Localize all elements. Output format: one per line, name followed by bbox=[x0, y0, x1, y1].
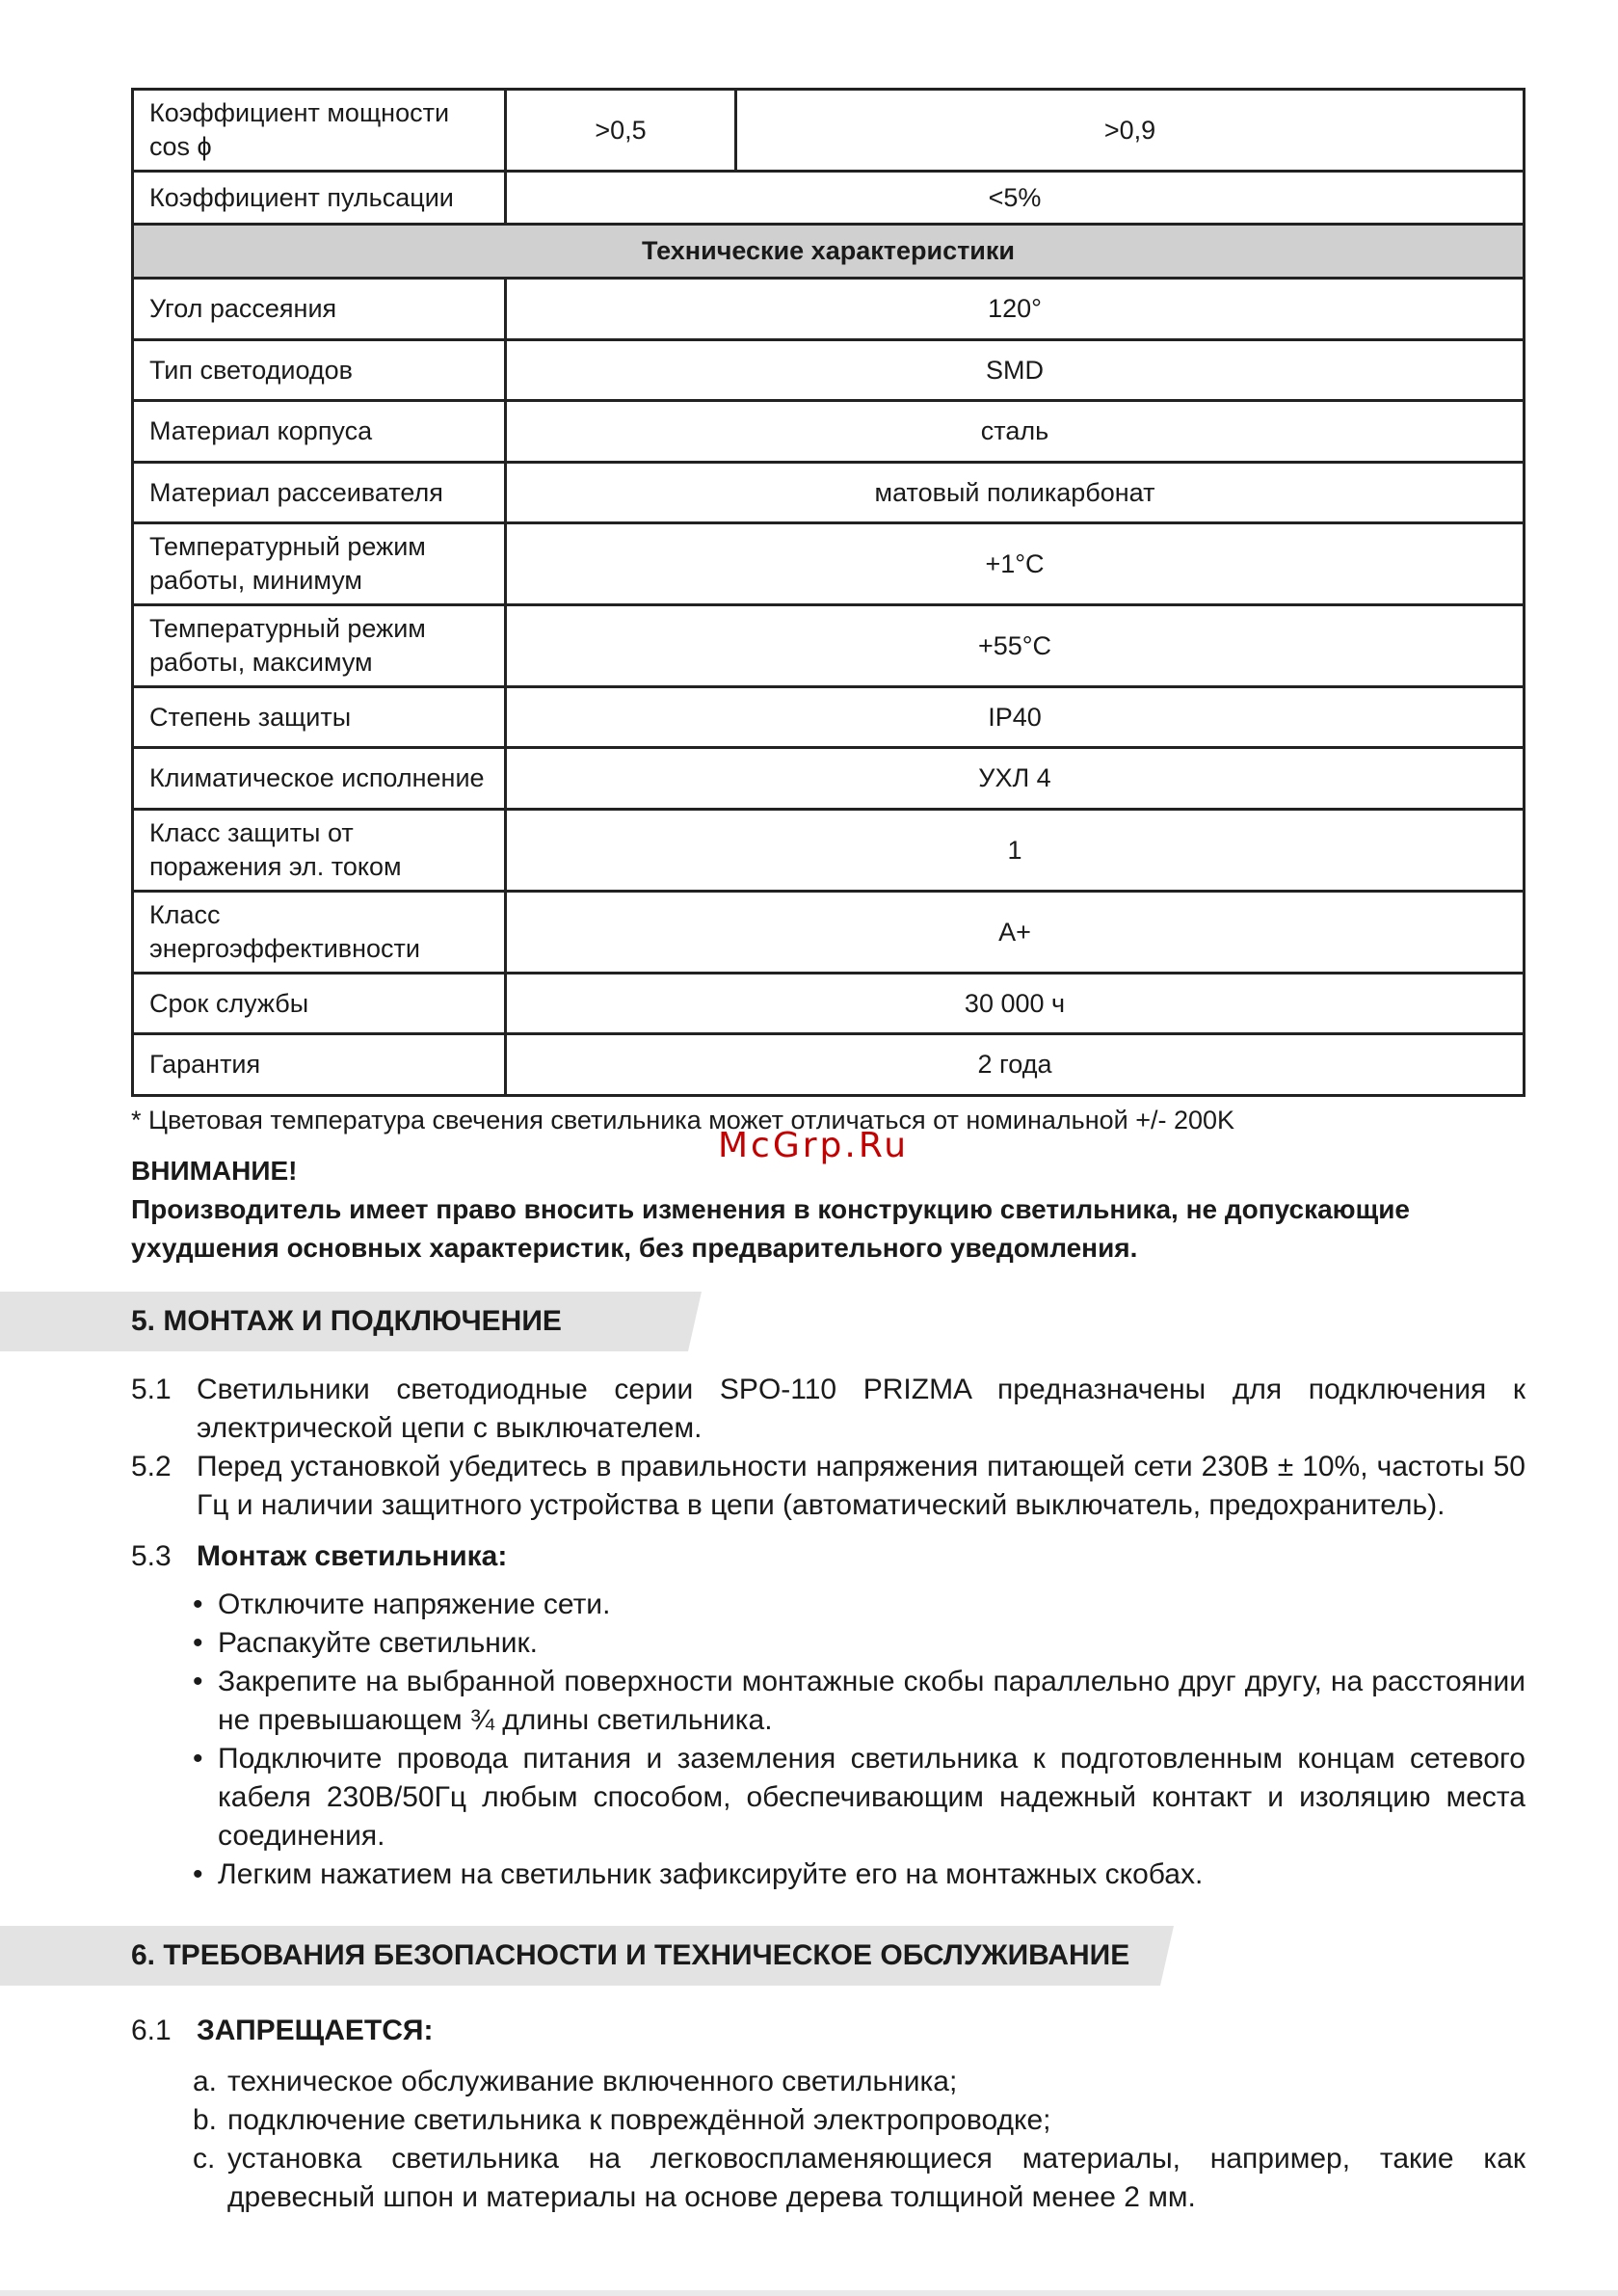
value-cell: >0,5 bbox=[506, 90, 736, 172]
table-section-header bbox=[133, 225, 1525, 279]
warning-line: ухудшения основных характеристик, без предварительного уведомления. bbox=[131, 1233, 1138, 1263]
list-item: • Закрепите на выбранной поверхности монтажные скобы параллельно друг другу, на расстоянии не превышающем ¾ длины светильника. bbox=[193, 1663, 1525, 1740]
value-cell: SMD bbox=[506, 340, 1525, 401]
value-cell: 2 года bbox=[506, 1034, 1525, 1096]
value-cell: 1 bbox=[506, 810, 1525, 892]
table-row bbox=[133, 340, 1525, 401]
value-cell: >0,9 bbox=[736, 90, 1525, 172]
value-cell: +55°C bbox=[506, 605, 1525, 687]
table-row bbox=[133, 687, 1525, 748]
param-cell: Тип светодиодов bbox=[133, 340, 506, 401]
table-row bbox=[133, 172, 1525, 225]
param-cell: Коэффициент пульсации bbox=[133, 172, 506, 225]
value-cell: +1°C bbox=[506, 523, 1525, 605]
param-cell: Гарантия bbox=[133, 1034, 506, 1096]
item-text: Перед установкой убедитесь в правильности напряжения питающей сети 230В ± 10%, частоты 50 Гц и наличии защитного устройства в цепи (автоматический выключатель, предохранитель). bbox=[197, 1451, 1525, 1521]
subsection-title: ЗАПРЕЩАЕТСЯ: bbox=[197, 2015, 434, 2046]
param-cell: Угол рассеяния bbox=[133, 279, 506, 340]
bullet-icon: • bbox=[193, 1627, 203, 1659]
table-row bbox=[133, 523, 1525, 605]
item-text: Светильники светодиодные серии SPO-110 PRIZMA предназначены для подключения к электрической цепи с выключателем. bbox=[197, 1374, 1525, 1444]
list-item: • Подключите провода питания и заземления светильника к подготовленным концам сетевого кабеля 230В/50Гц любым способом, обеспечивающим надежный контакт и изоляцию места соединения. bbox=[193, 1740, 1525, 1855]
value-cell: сталь bbox=[506, 401, 1525, 463]
table-row bbox=[133, 1034, 1525, 1096]
list-letter: c. bbox=[193, 2143, 216, 2175]
param-cell: Температурный режим работы, максимум bbox=[133, 605, 506, 687]
section-header-cell: Технические характеристики bbox=[133, 225, 1525, 279]
list-item: a. техническое обслуживание включенного светильника; bbox=[193, 2063, 1525, 2101]
footnote: * Цветовая температура свечения светильника может отличаться от номинальной +/- 200K bbox=[131, 1106, 1235, 1135]
list-item: • Легким нажатием на светильник зафиксируйте его на монтажных скобах. bbox=[193, 1855, 1525, 1894]
list-item: • Отключите напряжение сети. bbox=[193, 1586, 1525, 1624]
table-row bbox=[133, 974, 1525, 1034]
param-cell: Материал корпуса bbox=[133, 401, 506, 463]
value-cell: <5% bbox=[506, 172, 1525, 225]
bullet-icon: • bbox=[193, 1666, 203, 1697]
table-row bbox=[133, 892, 1525, 974]
value-cell: УХЛ 4 bbox=[506, 748, 1525, 810]
list-item: • Распакуйте светильник. bbox=[193, 1624, 1525, 1663]
param-cell: Срок службы bbox=[133, 974, 506, 1034]
list-item: c. установка светильника на легковоспламеняющиеся материалы, например, такие как древесный шпон и материалы на основе дерева толщиной менее 2 мм. bbox=[193, 2140, 1525, 2217]
param-cell: Материал рассеивателя bbox=[133, 463, 506, 523]
bullet-list bbox=[193, 1586, 1525, 1894]
value-cell: 120° bbox=[506, 279, 1525, 340]
table-row bbox=[133, 279, 1525, 340]
spec-table bbox=[131, 88, 1525, 1097]
item-6-1 bbox=[131, 2012, 1525, 2050]
table-row bbox=[133, 463, 1525, 523]
bullet-icon: • bbox=[193, 1858, 203, 1890]
subsection-title: Монтаж светильника: bbox=[197, 1540, 508, 1572]
table-row bbox=[133, 605, 1525, 687]
table-row bbox=[133, 90, 1525, 172]
bottom-rule bbox=[0, 2290, 1618, 2296]
item-number: 6.1 bbox=[131, 2015, 172, 2046]
item-number: 5.1 bbox=[131, 1374, 172, 1405]
section-6-title: 6. ТРЕБОВАНИЯ БЕЗОПАСНОСТИ И ТЕХНИЧЕСКОЕ ОБСЛУЖИВАНИЕ bbox=[131, 1939, 1130, 1971]
warning-block bbox=[131, 1152, 1538, 1268]
item-number: 5.2 bbox=[131, 1451, 172, 1482]
table-row bbox=[133, 810, 1525, 892]
watermark: McGrp.Ru bbox=[718, 1126, 910, 1165]
value-cell: IP40 bbox=[506, 687, 1525, 748]
bullet-icon: • bbox=[193, 1589, 203, 1620]
param-cell: Класс защиты от поражения эл. током bbox=[133, 810, 506, 892]
item-5-2 bbox=[131, 1448, 1525, 1525]
table-row bbox=[133, 401, 1525, 463]
warning-title: ВНИМАНИЕ! bbox=[131, 1156, 298, 1186]
item-number: 5.3 bbox=[131, 1540, 172, 1572]
param-cell: Климатическое исполнение bbox=[133, 748, 506, 810]
item-5-1 bbox=[131, 1371, 1525, 1448]
table-row bbox=[133, 748, 1525, 810]
prohibited-list bbox=[193, 2063, 1525, 2217]
bullet-icon: • bbox=[193, 1743, 203, 1775]
section-5-title: 5. МОНТАЖ И ПОДКЛЮЧЕНИЕ bbox=[131, 1305, 562, 1337]
value-cell: A+ bbox=[506, 892, 1525, 974]
item-5-3 bbox=[131, 1537, 1525, 1576]
param-cell: Степень защиты bbox=[133, 687, 506, 748]
param-cell: Коэффициент мощности cos ϕ bbox=[133, 90, 506, 172]
value-cell: матовый поликарбонат bbox=[506, 463, 1525, 523]
value-cell: 30 000 ч bbox=[506, 974, 1525, 1034]
list-letter: b. bbox=[193, 2104, 218, 2136]
param-cell: Температурный режим работы, минимум bbox=[133, 523, 506, 605]
param-cell: Класс энергоэффективности bbox=[133, 892, 506, 974]
list-item: b. подключение светильника к повреждённой электропроводке; bbox=[193, 2101, 1525, 2140]
list-letter: a. bbox=[193, 2066, 218, 2097]
warning-line: Производитель имеет право вносить изменения в конструкцию светильника, не допускающие bbox=[131, 1194, 1410, 1224]
